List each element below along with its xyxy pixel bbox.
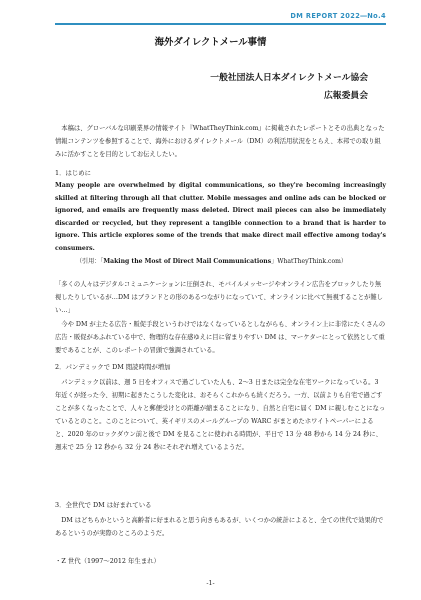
english-excerpt: Many people are overwhelmed by digital communications, so they're becoming increasingly skilled at filtering through all that clutter. Mobile messages and online ads can be blocked or ignored, and emails are frequently mass deleted. Direct mail pieces can also be immediately discarded or recycled, but they represent a tangible connection to a brand that is harder to ignore. This article explores some of the trends that make direct mail effective among today's consumers.: [55, 182, 386, 252]
section-3-heading: 3．全世代で DM は好まれている: [55, 501, 152, 509]
intro-paragraph: 本稿は、グローバルな印刷業界の情報サイト『WhatTheyThink.com』に掲載されたレポートとその出典となった情報コンテンツを参照することで、海外におけるダイレクトメール（DM）の利活用状況をとらえ、本邦での取り組みに活かすことを目的としてお伝えしたい。: [55, 125, 385, 158]
japanese-quote: 「多くの人々はデジタルコミュニケーションに圧倒され、モバイルメッセージやオンライン広告をブロックしたり無視したりしているが…DM はブランドとの形のあるつながりになっていて、オンラインに比べて無視することが難しい…」: [55, 281, 383, 314]
citation-prefix: （引用：「: [75, 258, 104, 265]
page-number: -1-: [206, 580, 215, 587]
citation: [76, 256, 347, 265]
report-header: DM REPORT 2022―No.4: [290, 12, 386, 20]
organization-name: 一般社団法人日本ダイレクトメール協会: [210, 73, 368, 83]
citation-title: Making the Most of Direct Mail Communications: [103, 258, 272, 265]
gen-z-item: ・Z 世代（1997～2012 年生まれ）: [55, 557, 160, 565]
section-2-body: パンデミック以前は、週 5 日をオフィスで過ごしていた人も、2～3 日または完全な在宅ワークになっている。3 年近くが経った今、初期に起きたこうした変化は、おそらくこれからも続くだろう。一方、以前よりも自宅で過ごすことが多くなったことで、人々と郵便受けとの距離が縮まることになり、自然と自宅に届く DM に親しむことになっているとのこと。このことについて、英イギリスのメールグループの WARC がまとめたホワイトペーパーによると、2020 年のロックダウン前と後で DM を見ることに使われる時間が、平日で 13 分 48 秒から 14 分 24 秒に、週末で 25 分 12 秒から 32 分 24 秒にそれぞれ増えているようだ。: [55, 379, 386, 451]
section-1-body: 今や DM が主たる広告・販促手段というわけではなくなっているとしながらも、オンライン上に非常にたくさんの広告・販促があふれている中で、物理的な存在感ゆえに目に留まりやすい DM は、マーケターにとって依然として重要であることが、このレポートの冒頭で強調されている。: [55, 321, 386, 354]
section-3-body: DM はどちらかというと高齢者に好まれると思う向きもあるが、いくつかの統計によると、全ての世代で効果的であるというのが実際のところのようだ。: [55, 517, 384, 537]
organization-department: 広報委員会: [324, 91, 368, 101]
citation-suffix: 」WhatTheyThink.com）: [271, 258, 347, 265]
section-1-heading: 1．はじめに: [55, 169, 92, 177]
section-2-heading: 2．パンデミックで DM 閲読時間が増加: [55, 363, 171, 371]
header-rule: [55, 23, 386, 25]
page-title: 海外ダイレクトメール事情: [154, 37, 267, 48]
